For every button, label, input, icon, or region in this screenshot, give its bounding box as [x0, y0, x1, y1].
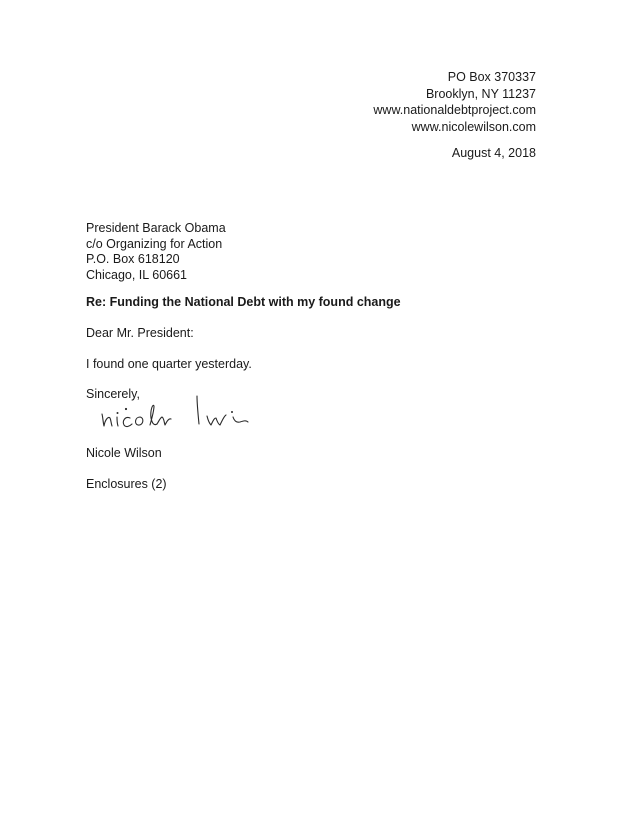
recipient-po-box: P.O. Box 618120 [86, 252, 180, 267]
signer-name: Nicole Wilson [86, 446, 162, 460]
sender-po-box: PO Box 370337 [447, 70, 536, 84]
subject-line: Re: Funding the National Debt with my found change [86, 295, 401, 309]
recipient-address-block [86, 221, 226, 283]
recipient-organization: c/o Organizing for Action [86, 236, 223, 251]
recipient-name: President Barack Obama [86, 221, 226, 235]
sender-website-personal: www.nicolewilson.com [411, 119, 536, 134]
sender-city-state-zip: Brooklyn, NY 11237 [425, 86, 536, 101]
enclosures-note: Enclosures (2) [86, 477, 167, 491]
sender-website-project: www.nationaldebtproject.com [373, 103, 536, 117]
recipient-city-state-zip: Chicago, IL 60661 [86, 267, 188, 282]
handwritten-signature-icon [96, 388, 256, 432]
letter-body: I found one quarter yesterday. [86, 357, 252, 371]
closing: Sincerely, [86, 387, 140, 401]
salutation: Dear Mr. President: [86, 326, 194, 340]
letter-date: August 4, 2018 [451, 146, 536, 160]
sender-address-block [373, 69, 536, 135]
